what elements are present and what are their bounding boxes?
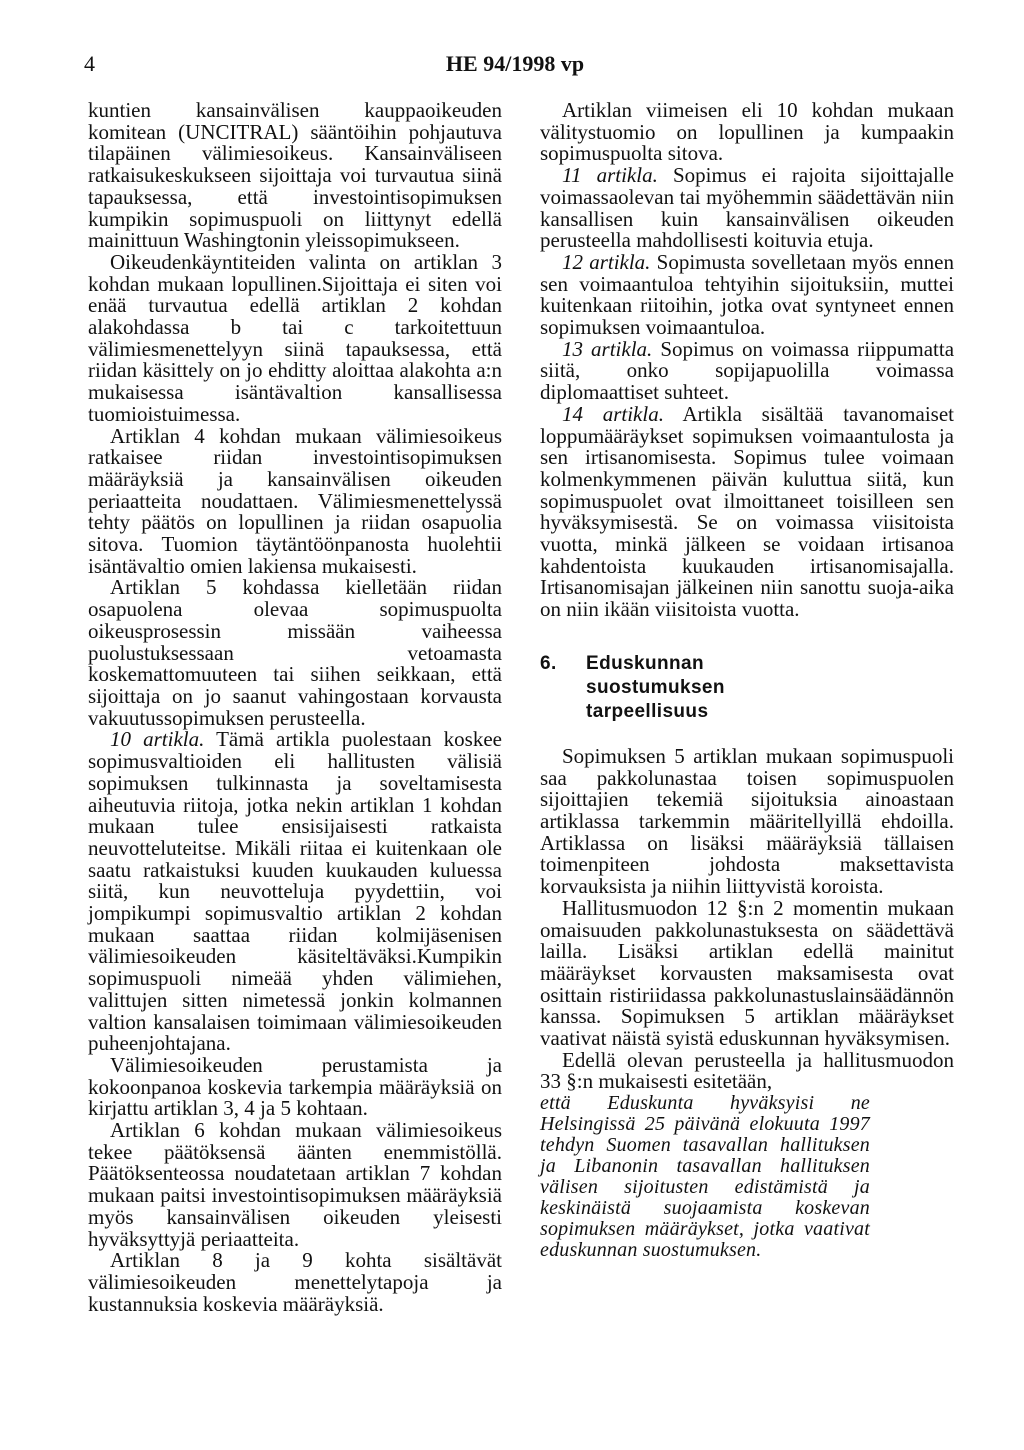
article-text: Sopimusta sovelletaan myös ennen sen voimaantuloa tehtyihin sijoituksiin, muttei kuitenkaan riitoihin, jotka ovat syntyneet ennen sopimuksen voimaantuloa. <box>540 249 954 340</box>
article-text: Artikla sisältää tavanomaiset loppumääräykset sopimuksen voimaantulosta ja sen irtisanomisesta. Sopimus tulee voimaan kolmenkymmenen päivän kuluttua siitä, kun sopimuspuolet ovat ilmoittaneet toisilleen sen hyväksymisestä. Se on voimassa viisitoista vuotta, minkä jälkeen se voidaan irtisanoa kahdentoista kuukauden irtisanomisajalla. Irtisanomisajan jälkeinen niin sanottu suoja-aika on niin ikään viisitoista vuotta. <box>540 401 954 622</box>
article-heading: 14 artikla. <box>562 401 664 426</box>
paragraph: Edellä olevan perusteella ja hallitusmuodon 33 §:n mukaisesti esitetään, <box>540 1047 954 1094</box>
paragraph: Artiklan viimeisen eli 10 kohdan mukaan välitystuomio on lopullinen ja kumpaakin sopimuspuolta sitova. <box>540 98 954 166</box>
paragraph: Artiklan 5 kohdassa kielletään riidan osapuolena olevaa sopimuspuolta oikeusprosessin missään vaiheessa puolustuksessaan vetoamasta koskemattomuuteen tai siihen seikkaan, että sijoittaja on jo saanut vahingostaan korvausta vakuutussopimuksen perusteella. <box>88 575 502 730</box>
paragraph: Sopimuksen 5 artiklan mukaan sopimuspuoli saa pakkolunastaa toisen sopimuspuolen sijoittajien tekemiä sijoituksia ainoastaan artiklassa tarkemmin määritellyillä ehdoilla. Artiklassa on lisäksi määräyksiä tällaisen toimenpiteen johdosta maksettavista korvauksista ja niihin liittyvistä koroista. <box>540 743 954 899</box>
article-heading: 11 artikla. <box>562 163 658 188</box>
article-paragraph <box>540 249 954 340</box>
article-paragraph <box>540 401 954 622</box>
paragraph: Oikeudenkäyntiteiden valinta on artiklan 3 kohdan mukaan lopullinen.Sijoittaja ei siten voi enää turvautua edellä artiklan 2 kohdan alakohdassa b tai c tarkoitettuun välimiesmenettelyyn siinä tapauksessa, että riidan käsittely on jo ehditty aloittaa alakohta a:n mukaisessa isäntävaltion kansallisessa tuomioistuimessa. <box>88 249 502 426</box>
paragraph: Välimiesoikeuden perustamista ja kokoonpanoa koskevia tarkempia määräyksiä on kirjattu artiklan 3, 4 ja 5 kohtaan. <box>88 1052 502 1121</box>
page-number: 4 <box>84 51 95 76</box>
section-number: 6. <box>540 652 557 674</box>
article-paragraph <box>88 729 502 1055</box>
section-title: Eduskunnan suostumuksen tarpeellisuus <box>586 652 725 722</box>
article-text: Sopimus ei rajoita sijoittajalle voimassaolevan tai myöhemmin säädettävän niin kansallisen kuin kansainvälisen oikeuden perusteella mahdollisesti koituvia etuja. <box>540 163 954 253</box>
right-column <box>540 100 954 1261</box>
document-id: HE 94/1998 vp <box>445 51 585 76</box>
article-heading: 12 artikla. <box>562 249 651 274</box>
paragraph: Artiklan 8 ja 9 kohta sisältävät välimiesoikeuden menettelytapoja ja kustannuksia koskevia määräyksiä. <box>88 1248 502 1316</box>
article-text: Tämä artikla puolestaan koskee sopimusvaltioiden eli hallitusten välisiä sopimuksen tulkinnasta ja soveltamisesta aiheutuvia riitoja, jotka nekin artiklan 1 kohdan mukaan tulee ensisijaisesti ratkaista neuvotteluteitse. Mikäli riitaa ei kuitenkaan ole saatu ratkaistuksi kuuden kuukauden kuluessa siitä, kun neuvotteluja pyydettiin, voi jompikumpi sopimusvaltio artiklan 2 kohdan mukaan saattaa riidan kolmijäsenisen välimiesoikeuden käsiteltäväksi.Kumpikin sopimuspuoli nimeää yhden välimiehen, valittujen sitten nimetessä jonkin kolmannen valtion kansalaisen toimimaan välimiesoikeuden puheenjohtajana. <box>88 727 502 1056</box>
paragraph: kuntien kansainvälisen kauppaoikeuden komitean (UNCITRAL) sääntöihin pohjautuva tilapäinen välimiesoikeus. Kansainväliseen ratkaisukeskukseen sijoittaja voi turvautua siinä tapauksessa, että investointisopimuksen kumpikin sopimuspuoli on liittynyt edellä mainittuun Washingtonin yleissopimukseen. <box>88 98 502 253</box>
article-paragraph <box>540 165 954 252</box>
article-text: Sopimus on voimassa riippumatta siitä, onko sopijapuolilla voimassa diplomaattiset suhteet. <box>540 336 955 405</box>
article-paragraph <box>540 336 955 405</box>
paragraph: Hallitusmuodon 12 §:n 2 momentin mukaan omaisuuden pakkolunastuksesta on säädettävä lailla. Lisäksi artiklan edellä mainitut määräykset korvausten maksamisesta ovat osittain ristiriidassa pakkolunastuslainsäädännön kanssa. Sopimuksen 5 artiklan määräykset vaativat näistä syistä eduskunnan hyväksymisen. <box>540 895 954 1051</box>
article-heading: 13 artikla. <box>562 336 653 361</box>
article-heading: 10 artikla. <box>110 727 205 752</box>
proposal-text: että Eduskunta hyväksyisi ne Helsingissä 25 päivänä elokuuta 1997 tehdyn Suomen tasavallan hallituksen ja Libanonin tasavallan hallituksen välisen sijoitusten edistämistä ja keskinäistä suojaamista koskevan sopimuksen määräykset, jotka vaativat eduskunnan suostumuksen. <box>540 1092 870 1262</box>
paragraph: Artiklan 6 kohdan mukaan välimiesoikeus tekee päätöksensä äänten enemmistöllä. Päätöksenteossa noudatetaan artiklan 7 kohdan mukaan paitsi investointisopimuksen määräyksiä myös kansainvälisen oikeuden yleisesti hyväksyttyjä periaatteita. <box>88 1118 502 1251</box>
section-heading <box>540 652 954 724</box>
paragraph: Artiklan 4 kohdan mukaan välimiesoikeus ratkaisee riidan investointisopimuksen määräyksiä ja kansainvälisen oikeuden periaatteita noudattaen. Välimiesmenettelyssä tehty päätös on lopullinen ja riidan osapuolia sitova. Tuomion täytäntöönpanosta huolehtii isäntävaltio omien lakiensa mukaisesti. <box>88 423 502 578</box>
left-column <box>88 100 502 1315</box>
